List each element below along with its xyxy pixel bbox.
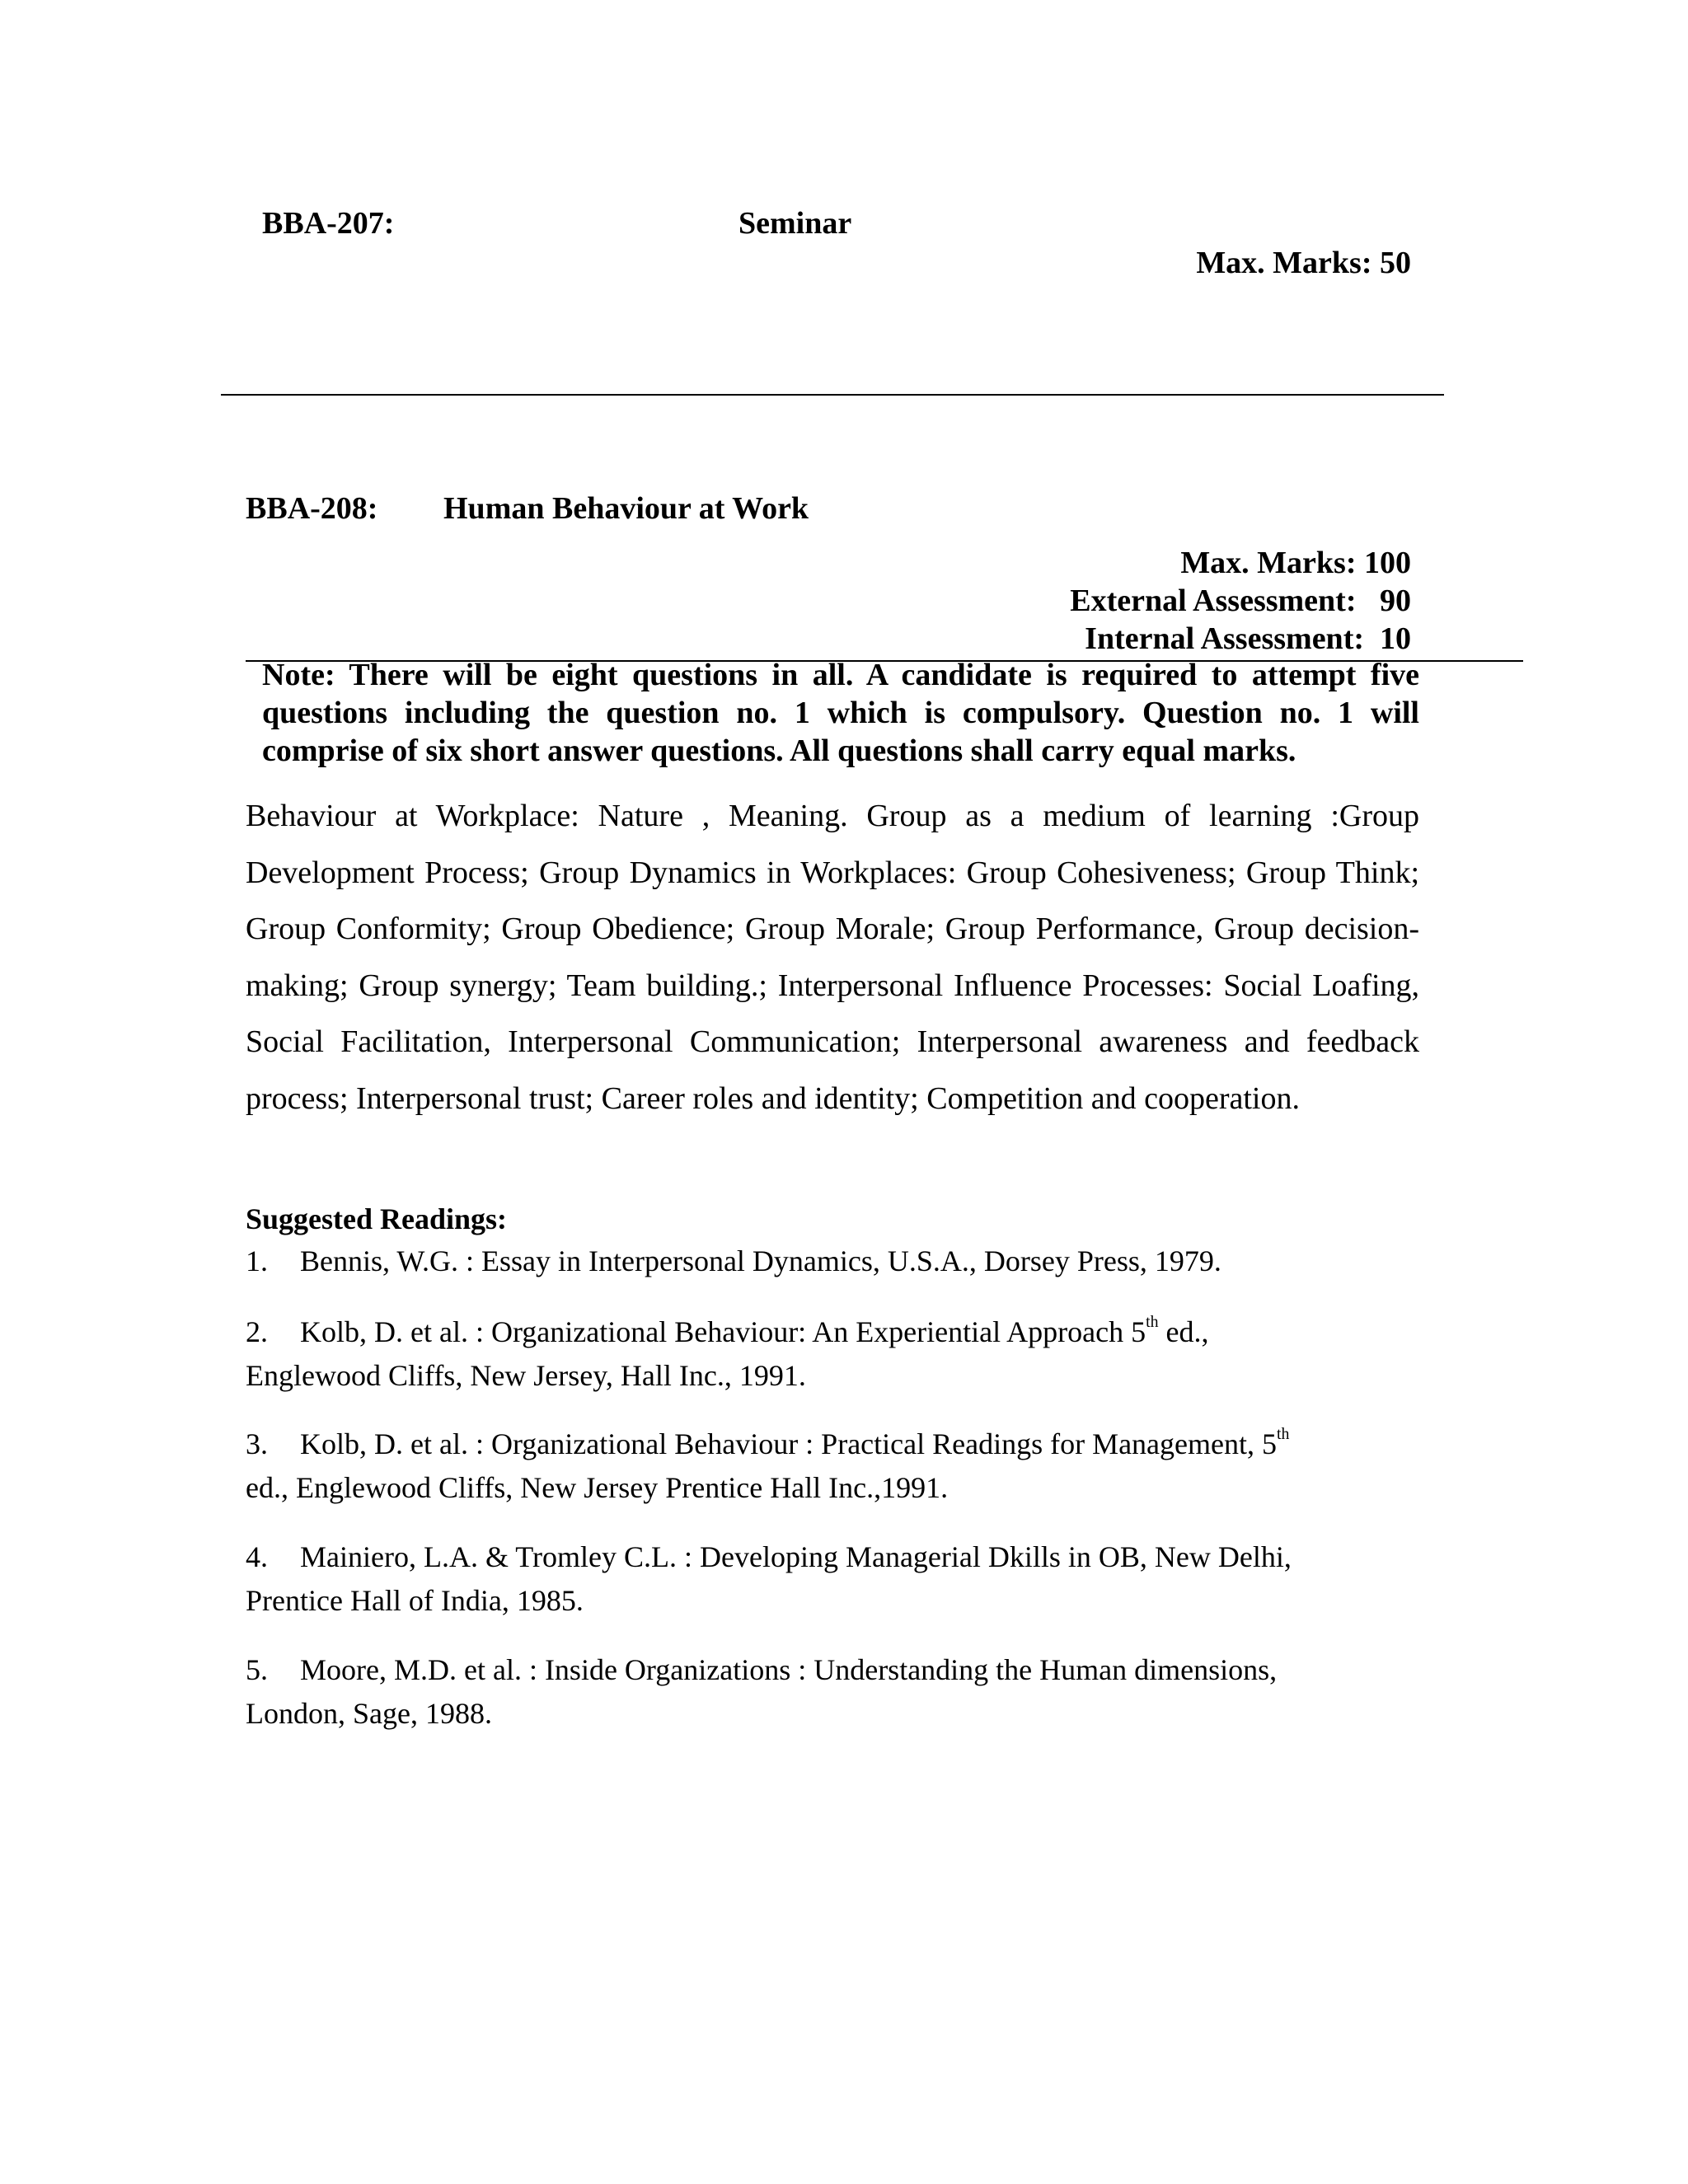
reading-superscript: th [1277, 1425, 1290, 1444]
course-207-max-marks: Max. Marks: 50 [1196, 246, 1411, 280]
readings-heading: Suggested Readings: [246, 1202, 508, 1235]
reading-text: Bennis, W.G. : Essay in Interpersonal Dynamics, U.S.A., Dorsey Press, 1979. [300, 1244, 1221, 1277]
reading-number: 5. [246, 1653, 268, 1686]
course-207-title: Seminar [738, 206, 852, 241]
reading-number: 1. [246, 1244, 268, 1277]
course-207-code: BBA-207: [262, 206, 395, 241]
reading-number: 4. [246, 1540, 268, 1573]
reading-superscript: th [1146, 1313, 1159, 1332]
external-assessment: External Assessment: 90 [1070, 583, 1411, 618]
reading-item [246, 1310, 1419, 1398]
reading-text: Kolb, D. et al. : Organizational Behaviour : Practical Readings for Management, 5 [300, 1427, 1277, 1460]
syllabus-text: Behaviour at Workplace: Nature , Meaning. Group as a medium of learning :Group Development Process; Group Dynamics in Workplaces: Group Cohesiveness; Group Think; Group Conformity; Group Obedience; Group Morale; Group Performance, Group decision-making; Group synergy; Team building.; Interpersonal Influence Processes: Social Loafing, Social Facilitation, Interpersonal Communication; Interpersonal awareness and feedback process; Interpersonal trust; Career roles and identity; Competition and cooperation. [246, 799, 1419, 1116]
reading-item [246, 1535, 1419, 1623]
reading-item [246, 1422, 1419, 1510]
course-208-title: Human Behaviour at Work [443, 491, 809, 526]
course-208-code: BBA-208: [246, 491, 378, 526]
reading-text: Moore, M.D. et al. : Inside Organizations : Understanding the Human dimensions, [300, 1653, 1278, 1686]
reading-number: 2. [246, 1315, 268, 1348]
reading-line2: London, Sage, 1988. [246, 1697, 492, 1730]
reading-text: Kolb, D. et al. : Organizational Behaviour: An Experiential Approach 5 [300, 1315, 1146, 1348]
reading-text: Mainiero, L.A. & Tromley C.L. : Developing Managerial Dkills in OB, New Delhi, [300, 1540, 1292, 1573]
reading-text-cont: ed., [1158, 1315, 1209, 1348]
internal-assessment: Internal Assessment: 10 [1085, 621, 1411, 656]
exam-note: Note: There will be eight questions in all. A candidate is required to attempt five questions including the question no. 1 which is compulsory. Question no. 1 will comprise of six short answer questions. All questions shall carry equal marks. [262, 658, 1419, 768]
course-208-max-marks: Max. Marks: 100 [1180, 546, 1411, 580]
reading-line2: ed., Englewood Cliffs, New Jersey Prentice Hall Inc.,1991. [246, 1471, 949, 1504]
reading-line2: Prentice Hall of India, 1985. [246, 1584, 584, 1617]
reading-number: 3. [246, 1427, 268, 1460]
reading-line2: Englewood Cliffs, New Jersey, Hall Inc., 1991. [246, 1359, 806, 1392]
reading-item [246, 1240, 1419, 1283]
section-divider [221, 394, 1444, 396]
reading-item [246, 1648, 1419, 1736]
